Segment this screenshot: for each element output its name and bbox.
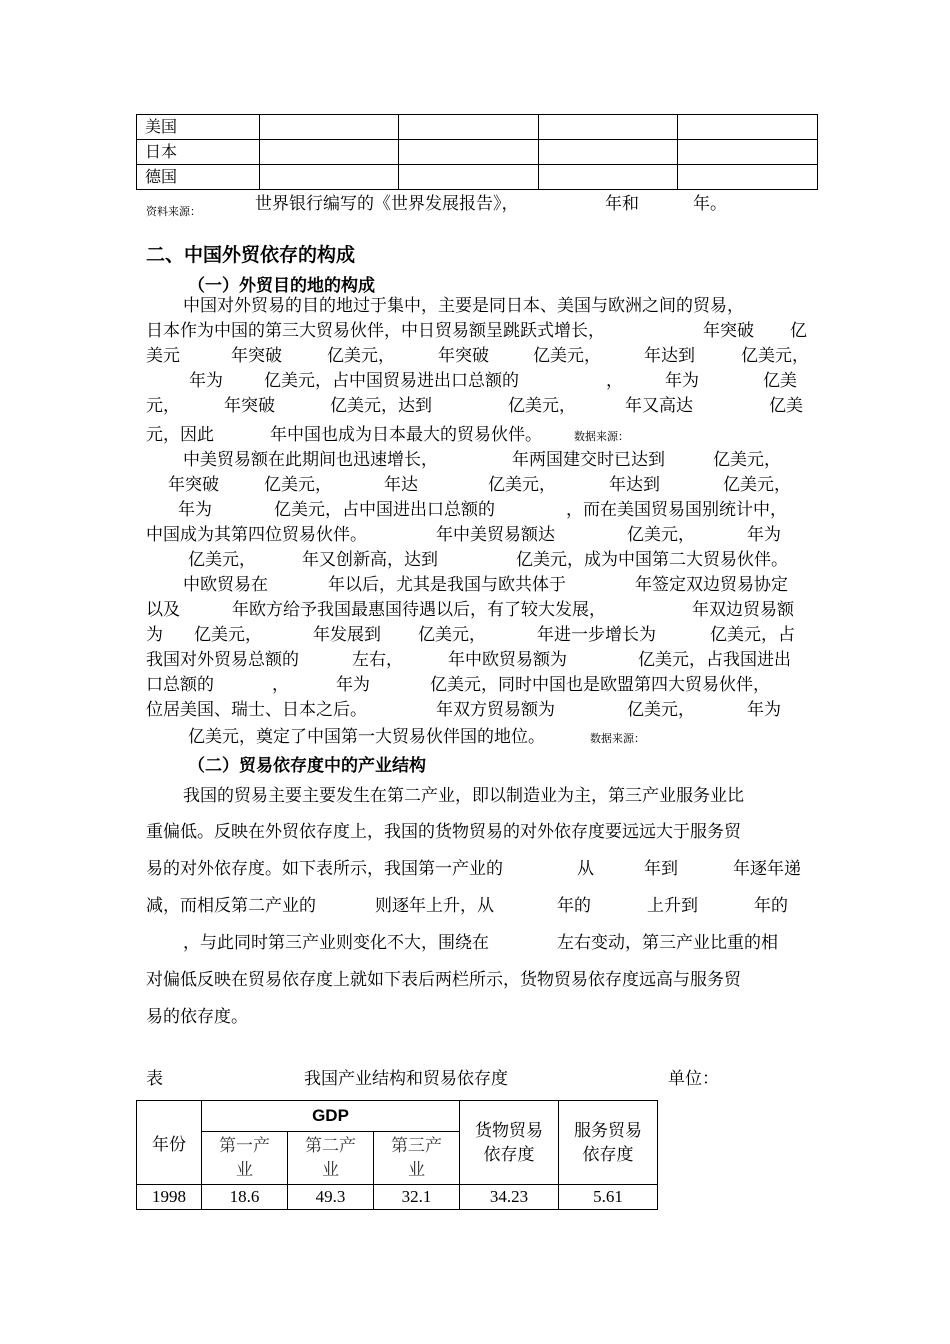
para2-frag: 亿美元， [713,450,781,470]
primary-industry-header [202,1132,288,1185]
para2-frag: 年突破 [168,475,219,495]
para2-frag: 年两国建交时已达到 [512,450,665,470]
para1-frag: 亿美元， [327,346,395,366]
para2-frag: 年为 [747,525,781,545]
table-caption-unit: 单位： [668,1069,719,1089]
para4-frag: 则逐年上升，从 [375,896,494,916]
para4-frag: 左右变动，第三产业比重的相 [557,933,778,953]
para1-frag: 亿美元，达到 [330,396,432,416]
para2-frag: 亿美元，占中国进出口总额的 [274,500,495,520]
para1-frag: 美元 [146,346,180,366]
empty-cell [678,140,818,165]
table-row [137,140,818,165]
para1-frag: 亿美 [769,396,803,416]
para3-frag: 年以后，尤其是我国与欧共体于 [328,575,566,595]
para3-frag: 亿美元，同时中国也是欧盟第四大贸易伙伴， [430,675,770,695]
para4-frag: 上升到 [647,896,698,916]
header-line: 业 [236,1160,253,1179]
empty-cell [399,165,539,190]
empty-cell [260,115,399,140]
para2-frag: 亿美元， [488,475,556,495]
para1-frag: 年为 [189,371,223,391]
secondary-industry-header [288,1132,374,1185]
para3-frag: 年进一步增长为 [537,625,656,645]
para1-frag: 年中国也成为日本最大的贸易伙伴。 [270,425,542,445]
para1-frag: 亿美元， [508,396,576,416]
para4-frag: 从 [577,859,594,879]
empty-cell [539,140,678,165]
para2-frag: 中国成为其第四位贸易伙伴。 [146,525,367,545]
header-line: 第一产 [219,1136,270,1155]
para4-frag: 年的 [557,896,591,916]
para3-frag: ， [272,675,289,695]
para4-line: 我国的贸易主要主要发生在第二产业，即以制造业为主，第三产业服务业比 [183,786,744,806]
para4-frag: 年的 [754,896,788,916]
source-year2: 年。 [693,194,727,214]
trade-partner-table [136,114,818,190]
para4-line: 对偏低反映在贸易依存度上就如下表后两栏所示，货物贸易依存度远高与服务贸 [146,970,741,990]
para2-frag: 年中美贸易额达 [436,525,555,545]
para3-frag: 我国对外贸易总额的 [146,650,299,670]
subsection-title: （一）外贸目的地的构成 [188,276,375,296]
para2-frag: 亿美元， [188,550,256,570]
header-line: 依存度 [483,1144,535,1164]
para1-line1: 中国对外贸易的目的地过于集中，主要是同日本、美国与欧洲之间的贸易， [183,296,744,316]
para1-frag: 年又高达 [625,396,693,416]
header-line: 服务贸易 [574,1120,642,1140]
para3-frag: 位居美国、瑞士、日本之后。 [146,700,367,720]
table-row [137,165,818,190]
empty-cell [678,115,818,140]
para3-frag: 亿美元， [418,625,486,645]
para3-frag: 以及 [146,600,180,620]
para2-frag: ，而在美国贸易国别统计中， [566,500,787,520]
data-source-label: 数据来源： [574,430,629,443]
para3-frag: 年欧方给予我国最惠国待遇以后，有了较大发展， [232,600,606,620]
subsection-title: （二）贸易依存度中的产业结构 [188,756,426,776]
para4-frag: 年到 [644,859,678,879]
para3-frag: 年双边贸易额 [692,600,794,620]
industry-structure-table [136,1100,658,1210]
para4-line: 易的依存度。 [146,1007,248,1027]
para3-frag: 年双方贸易额为 [436,700,555,720]
para3-frag: 口总额的 [146,675,214,695]
header-line: 货物贸易 [475,1120,543,1140]
para1-frag: 亿 [790,321,807,341]
year-header: 年份 [137,1101,202,1185]
table-caption-title: 我国产业结构和贸易依存度 [304,1069,508,1089]
para1-frag: 亿美元， [533,346,601,366]
para3-frag: 亿美元，占 [710,625,795,645]
header-line: 第二产 [305,1136,356,1155]
header-line: 第三产 [391,1136,442,1155]
para4-frag: 减，而相反第二产业的 [146,896,316,916]
country-cell: 德国 [137,165,260,190]
empty-cell [539,165,678,190]
para1-frag: 年突破 [703,321,754,341]
para3-frag: 年为 [747,700,781,720]
para2-frag: 亿美元， [627,525,695,545]
para1-frag: 亿美 [763,371,797,391]
para1-frag: 亿美元， [741,346,809,366]
table-caption-label: 表 [146,1069,163,1089]
para2-frag: 亿美元， [723,475,791,495]
para3-frag: 年发展到 [313,625,381,645]
para2-frag: 亿美元， [264,475,332,495]
table-header-row [137,1101,658,1132]
para1-frag: 年突破 [231,346,282,366]
header-line: 业 [322,1160,339,1179]
para4-line: 重偏低。反映在外贸依存度上，我国的货物贸易的对外依存度要远远大于服务贸 [146,822,741,842]
table-row [137,1185,658,1210]
source-text: 世界银行编写的《世界发展报告》， [255,194,519,214]
para3-frag: 左右， [352,650,403,670]
para2-frag: 年又创新高，达到 [302,550,438,570]
para2-frag: 亿美元，成为中国第二大贸易伙伴。 [516,550,788,570]
empty-cell [678,165,818,190]
para3-frag: 中欧贸易在 [183,575,268,595]
para3-frag: 年签定双边贸易协定 [635,575,788,595]
secondary-cell: 49.3 [288,1185,374,1210]
para1-frag: 年达到 [644,346,695,366]
source-prefix: 资料来源： [146,205,201,218]
para3-frag: 亿美元，奠定了中国第一大贸易伙伴国的地位。 [188,727,545,747]
header-line: 业 [408,1160,425,1179]
para1-frag: ， [606,371,623,391]
tertiary-cell: 32.1 [374,1185,460,1210]
para3-frag: 亿美元， [627,700,695,720]
para2-frag: 年达 [384,475,418,495]
goods-dependency-cell: 34.23 [460,1185,559,1210]
goods-dependency-header [460,1101,559,1185]
para3-frag: 年为 [336,675,370,695]
section-title: 二、中国外贸依存的构成 [146,244,356,266]
gdp-header: GDP [202,1101,460,1132]
table-row [137,115,818,140]
country-cell: 美国 [137,115,260,140]
para1-frag: 亿美元，占中国贸易进出口总额的 [264,371,519,391]
para3-frag: 为 [146,625,163,645]
country-cell: 日本 [137,140,260,165]
year-cell: 1998 [137,1185,202,1210]
header-line: 依存度 [582,1144,634,1164]
para2-frag: 年达到 [609,475,660,495]
para2-frag: 中美贸易额在此期间也迅速增长， [183,450,438,470]
para4-frag: ，与此同时第三产业则变化不大，围绕在 [183,933,489,953]
para4-frag: 易的对外依存度。如下表所示，我国第一产业的 [146,859,503,879]
service-dependency-cell: 5.61 [559,1185,658,1210]
para1-frag: 年为 [665,371,699,391]
para3-frag: 年中欧贸易额为 [448,650,567,670]
data-source-label: 数据来源： [590,732,645,745]
para4-frag: 年逐年递 [733,859,801,879]
para1-frag: 元，因此 [146,425,214,445]
para1-frag: 元， [146,396,180,416]
empty-cell [539,115,678,140]
tertiary-industry-header [374,1132,460,1185]
empty-cell [399,140,539,165]
para1-line2: 日本作为中国的第三大贸易伙伴，中日贸易额呈跳跃式增长， [146,321,605,341]
para2-frag: 年为 [178,500,212,520]
empty-cell [399,115,539,140]
para3-frag: 亿美元， [194,625,262,645]
para3-frag: 亿美元，占我国进出 [638,650,791,670]
service-dependency-header [559,1101,658,1185]
para1-frag: 年突破 [224,396,275,416]
para1-frag: 年突破 [438,346,489,366]
empty-cell [260,165,399,190]
source-year1: 年和 [605,194,639,214]
primary-cell: 18.6 [202,1185,288,1210]
empty-cell [260,140,399,165]
